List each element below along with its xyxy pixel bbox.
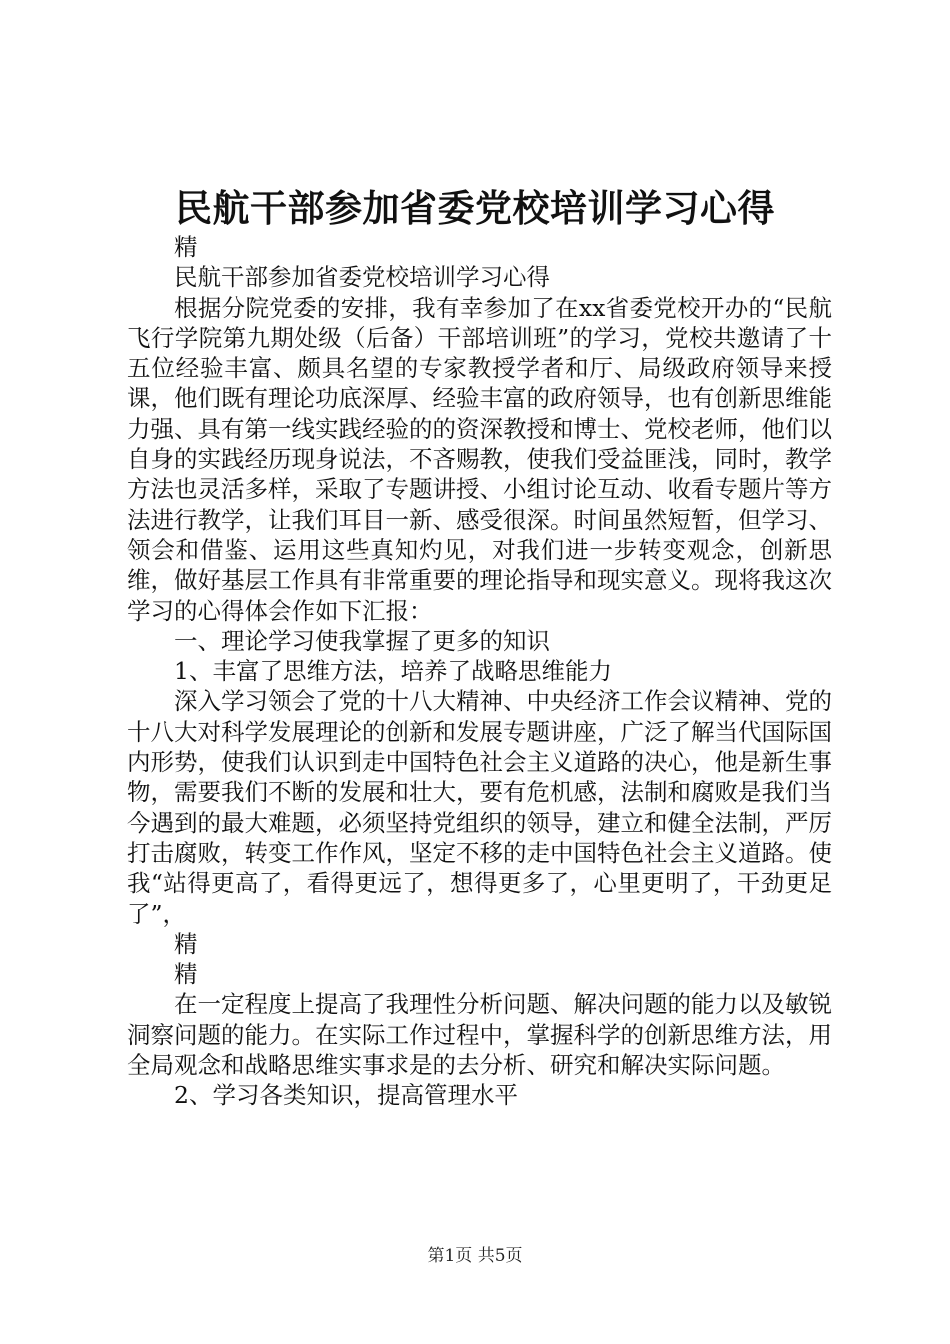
paragraph-subtitle: 民航干部参加省委党校培训学习心得 bbox=[174, 263, 550, 292]
document-body bbox=[127, 232, 832, 1111]
subsection-heading: 2、学习各类知识，提高管理水平 bbox=[174, 1081, 518, 1110]
paragraph-marker: 精 bbox=[174, 233, 198, 261]
paragraph-marker: 精 bbox=[174, 929, 198, 958]
document-title: 民航干部参加省委党校培训学习心得 bbox=[175, 186, 775, 230]
section-heading: 一、理论学习使我掌握了更多的知识 bbox=[174, 626, 550, 655]
paragraph-body: 深入学习领会了党的十八大精神、中央经济工作会议精神、党的十八大对科学发展理论的创新和发展专题讲座，广泛了解当代国际国内形势，使我们认识到走中国特色社会主义道路的决心，他是新生事物，需要我们不断的发展和壮大，要有危机感，法制和腐败是我们当今遇到的最大难题，必须坚持党组织的领导，建立和健全法制，严厉打击腐败，转变工作作风，坚定不移的走中国特色社会主义道路。使我“站得更高了，看得更远了，想得更多了，心里更明了，干劲更足了”， bbox=[127, 687, 832, 928]
subsection-heading: 1、丰富了思维方法，培养了战略思维能力 bbox=[174, 657, 612, 686]
paragraph-body: 在一定程度上提高了我理性分析问题、解决问题的能力以及敏锐洞察问题的能力。在实际工作过程中，掌握科学的创新思维方法，用全局观念和战略思维实事求是的去分析、研究和解决实际问题。 bbox=[127, 990, 832, 1080]
paragraph-marker: 精 bbox=[174, 960, 198, 989]
page-footer: 第1页 共5页 bbox=[427, 1246, 523, 1266]
paragraph-intro: 根据分院党委的安排，我有幸参加了在xx省委党校开办的“民航飞行学院第九期处级（后备）干部培训班”的学习，党校共邀请了十五位经验丰富、颇具名望的专家教授学者和厅、局级政府领导来授课，他们既有理论功底深厚、经验丰富的政府领导，也有创新思维能力强、具有第一线实践经验的的资深教授和博士、党校老师，他们以自身的实践经历现身说法，不吝赐教，使我们受益匪浅，同时，教学方法也灵活多样，采取了专题讲授、小组讨论互动、收看专题片等方法进行教学，让我们耳目一新、感受很深。时间虽然短暂，但学习、领会和借鉴、运用这些真知灼见，对我们进一步转变观念，创新思维，做好基层工作具有非常重要的理论指导和现实意义。现将我这次学习的心得体会作如下汇报： bbox=[127, 293, 832, 625]
